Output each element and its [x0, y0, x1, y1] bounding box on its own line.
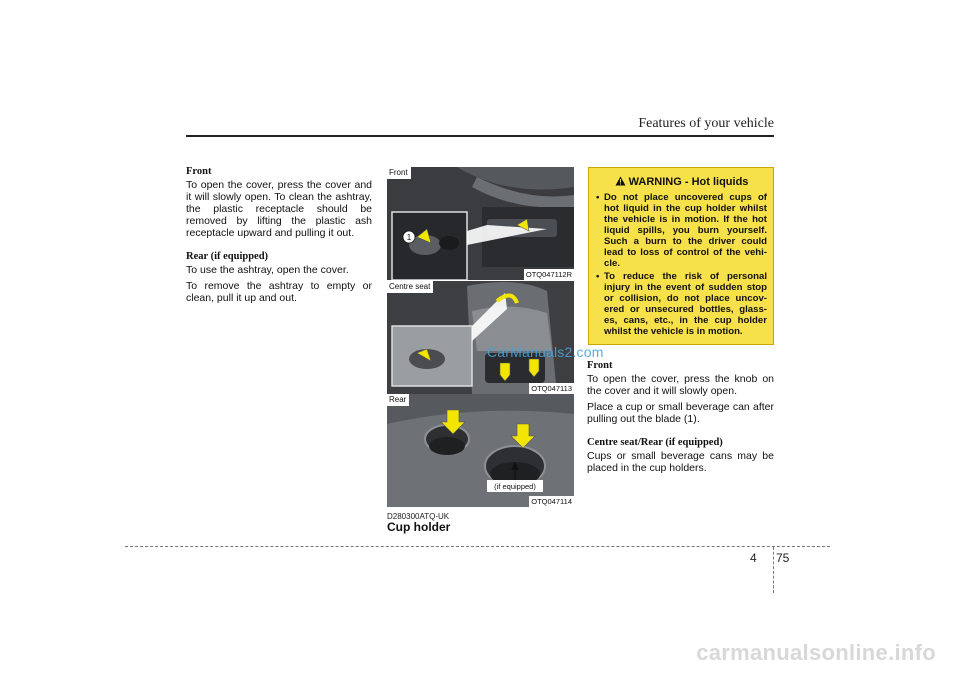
right-front-text-1: To open the cover, press the knob on the cover and it will slowly open. [587, 373, 774, 397]
section-title: Cup holder [387, 520, 451, 534]
front-heading: Front [186, 166, 212, 177]
warning-title-row [596, 176, 767, 188]
figure-front-code: OTQ047112R [525, 270, 572, 279]
warning-dash: - [684, 176, 689, 188]
rear-text-2: To remove the ashtray to empty or clean, pull it up and out. [186, 280, 372, 304]
centre-heading: Centre seat/Rear (if equipped) [587, 437, 723, 448]
front-text: To open the cover, press the cover and it will slowly open. To clean the ashtray, the plastic receptacle should be removed by lifting the plastic ash receptacle upward and pulling it out. [186, 179, 372, 239]
warning-triangle-icon [615, 176, 626, 186]
warning-item: • To reduce the risk of personal injury in the event of sudden stop or collision, do not place uncov- ered or unsecured bottles, glass- es, cans, etc., in the cup holder whilst the vehicle is in motion. [596, 271, 767, 337]
right-column [587, 360, 774, 478]
figure-rear-label: Rear [387, 394, 409, 406]
header-rule [186, 135, 774, 137]
centre-seat-illustration [387, 281, 574, 394]
right-front-heading: Front [587, 360, 613, 371]
page-chapter: 4 [750, 551, 757, 565]
rear-note: (if equipped) [494, 482, 536, 491]
rear-text-1: To use the ashtray, open the cover. [186, 264, 349, 276]
warning-item: • Do not place uncovered cups of hot liquid in the cup holder whilst the vehicle is in motion. If the hot liquid spills, you burn yourself. Such a burn to the driver could lead to loss of control of the vehi- cle. [596, 192, 767, 269]
warning-subtitle: Hot liquids [691, 176, 749, 188]
watermark-bottom[interactable]: carmanualsonline.info [696, 640, 936, 665]
front-console-illustration [387, 167, 574, 280]
figure-centre-code: OTQ047113 [531, 384, 572, 393]
warning-box [588, 167, 774, 345]
header-title: Features of your vehicle [638, 116, 774, 131]
figure-front-label: Front [387, 167, 411, 179]
footer-divider [773, 547, 774, 593]
rear-heading: Rear (if equipped) [186, 251, 269, 262]
section-doc-id: D280300ATQ-UK [387, 512, 450, 521]
rear-cup-holder-illustration [387, 394, 574, 507]
figure-front-photo [387, 167, 574, 280]
watermark-mid[interactable]: CarManuals2.com [487, 344, 604, 360]
figure-centre-label: Centre seat [387, 281, 433, 293]
footer-rule [125, 546, 830, 547]
centre-text: Cups or small beverage cans may be placed in the cup holders. [587, 450, 774, 474]
warning-list [596, 192, 767, 337]
figure-centre-photo [387, 281, 574, 394]
callout-number: 1 [406, 233, 412, 242]
left-column [186, 166, 372, 308]
page-number: 75 [776, 551, 790, 565]
warning-title: WARNING [628, 176, 682, 188]
figure-rear-photo [387, 394, 574, 507]
figure-rear-code: OTQ047114 [531, 497, 572, 506]
right-front-text-2: Place a cup or small beverage can after pulling out the blade (1). [587, 401, 774, 425]
